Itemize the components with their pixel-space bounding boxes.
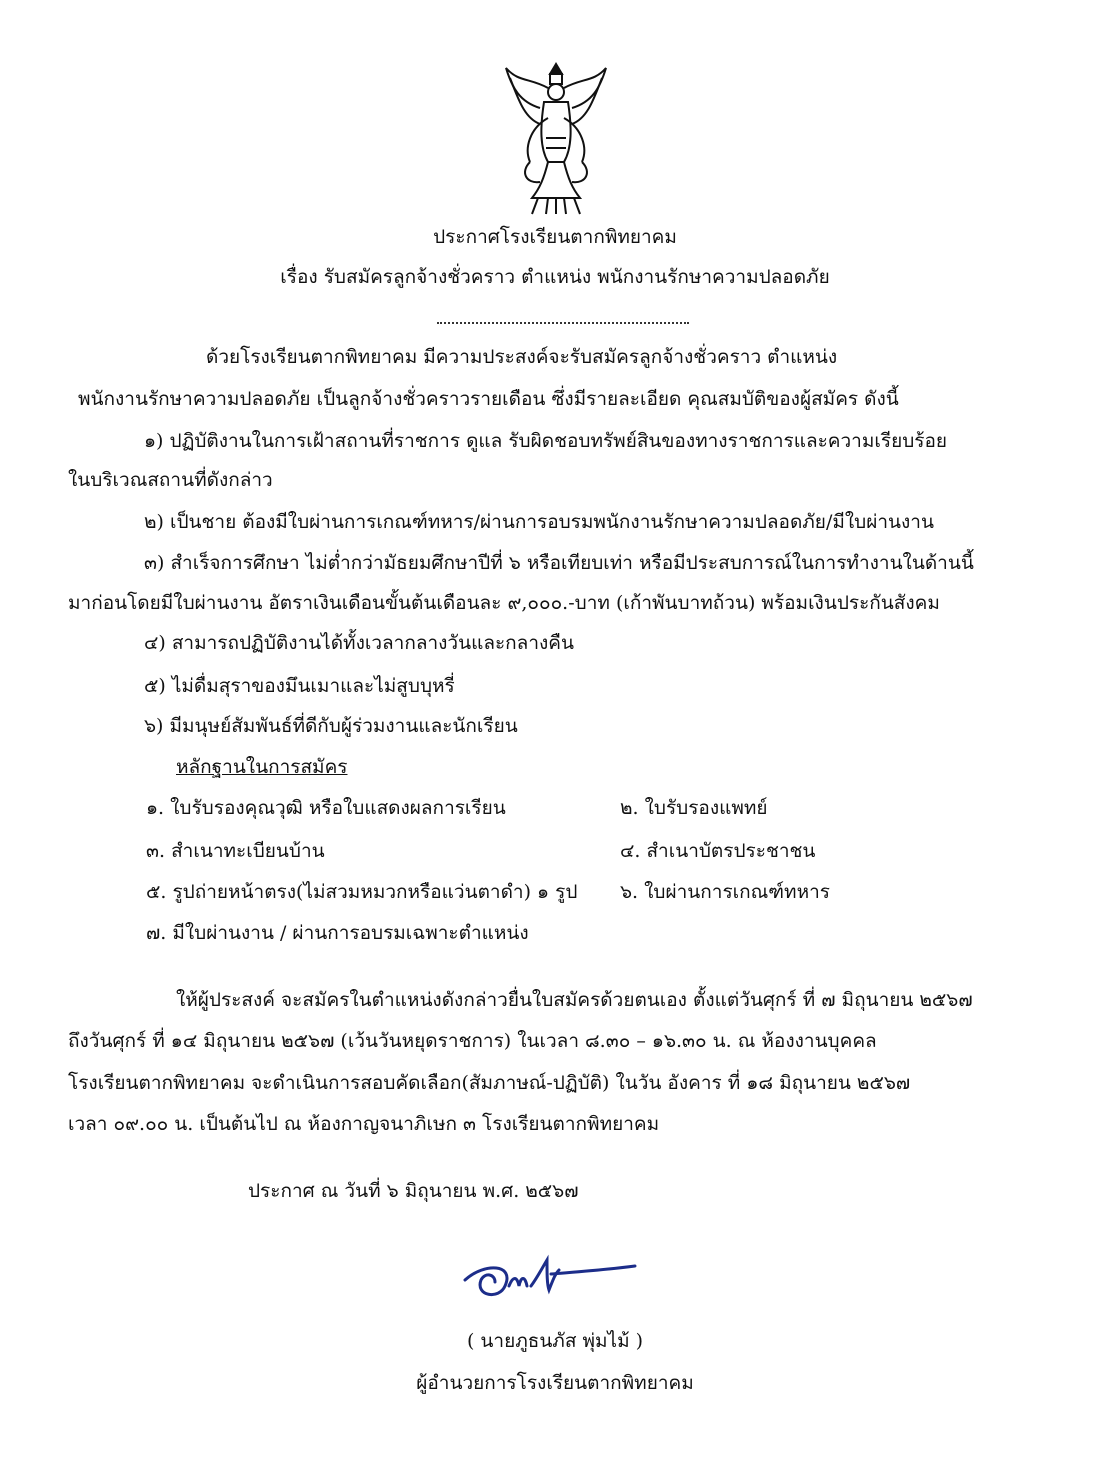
qualification-1: ๑) ปฏิบัติงานในการเฝ้าสถานที่ราชการ ดูแล รับผิดชอบทรัพย์สินของทางราชการและความเรียบร้อย bbox=[144, 430, 948, 452]
document-item-2: ๒. ใบรับรองแพทย์ bbox=[620, 797, 768, 819]
application-line-3: โรงเรียนตากพิทยาคม จะดำเนินการสอบคัดเลือก(สัมภาษณ์-ปฏิบัติ) ในวัน อังคาร ที่ ๑๘ มิถุนายน ๒๕๖๗ bbox=[68, 1072, 911, 1094]
intro-line-2: พนักงานรักษาความปลอดภัย เป็นลูกจ้างชั่วคราวรายเดือน ซึ่งมีรายละเอียด คุณสมบัติของผู้สมัคร ดังนี้ bbox=[78, 388, 899, 410]
garuda-emblem-icon bbox=[500, 58, 612, 218]
qualification-4: ๔) สามารถปฏิบัติงานได้ทั้งเวลากลางวันและกลางคืน bbox=[144, 632, 574, 654]
application-line-1: ให้ผู้ประสงค์ จะสมัครในตำแหน่งดังกล่าวยื่นใบสมัครด้วยตนเอง ตั้งแต่วันศุกร์ ที่ ๗ มิถุนายน ๒๕๖๗ bbox=[176, 989, 973, 1011]
qualification-3: ๓) สำเร็จการศึกษา ไม่ต่ำกว่ามัธยมศึกษาปีที่ ๖ หรือเทียบเท่า หรือมีประสบการณ์ในการทำงานในด้านนี้ bbox=[144, 552, 974, 574]
qualification-1-cont: ในบริเวณสถานที่ดังกล่าว bbox=[68, 469, 273, 491]
application-line-2: ถึงวันศุกร์ ที่ ๑๔ มิถุนายน ๒๕๖๗ (เว้นวันหยุดราชการ) ในเวลา ๘.๓๐ – ๑๖.๓๐ น. ณ ห้องงานบุคคล bbox=[68, 1030, 877, 1052]
document-item-4: ๔. สำเนาบัตรประชาชน bbox=[620, 840, 816, 862]
announce-date: ประกาศ ณ วันที่ ๖ มิถุนายน พ.ศ. ๒๕๖๗ bbox=[248, 1180, 579, 1202]
document-item-6: ๖. ใบผ่านการเกณฑ์ทหาร bbox=[620, 881, 830, 903]
document-item-1: ๑. ใบรับรองคุณวุฒิ หรือใบแสดงผลการเรียน bbox=[146, 797, 506, 819]
document-item-3: ๓. สำเนาทะเบียนบ้าน bbox=[146, 840, 325, 862]
signature-icon bbox=[455, 1250, 655, 1310]
documents-heading: หลักฐานในการสมัคร bbox=[176, 756, 348, 778]
qualification-6: ๖) มีมนุษย์สัมพันธ์ที่ดีกับผู้ร่วมงานและนักเรียน bbox=[144, 715, 518, 737]
document-item-7: ๗. มีใบผ่านงาน / ผ่านการอบรมเฉพาะตำแหน่ง bbox=[146, 922, 529, 944]
signatory-position: ผู้อำนวยการโรงเรียนตากพิทยาคม bbox=[416, 1372, 694, 1394]
qualification-2: ๒) เป็นชาย ต้องมีใบผ่านการเกณฑ์ทหาร/ผ่านการอบรมพนักงานรักษาความปลอดภัย/มีใบผ่านงาน bbox=[144, 511, 934, 533]
intro-line-1: ด้วยโรงเรียนตากพิทยาคม มีความประสงค์จะรับสมัครลูกจ้างชั่วคราว ตำแหน่ง bbox=[206, 346, 838, 368]
qualification-5: ๕) ไม่ดื่มสุราของมึนเมาและไม่สูบบุหรี่ bbox=[144, 675, 455, 697]
announcement-title: ประกาศโรงเรียนตากพิทยาคม bbox=[433, 226, 677, 248]
document-item-5: ๕. รูปถ่ายหน้าตรง(ไม่สวมหมวกหรือแว่นตาดำ) ๑ รูป bbox=[146, 881, 578, 903]
signatory-name: ( นายภูธนภัส พุ่มไม้ ) bbox=[466, 1330, 644, 1352]
qualification-3-cont: มาก่อนโดยมีใบผ่านงาน อัตราเงินเดือนขั้นต้นเดือนละ ๙,๐๐๐.-บาท (เก้าพันบาทถ้วน) พร้อมเงินประกันสังคม bbox=[68, 592, 940, 614]
title-divider bbox=[437, 322, 689, 324]
announcement-subject: เรื่อง รับสมัครลูกจ้างชั่วคราว ตำแหน่ง พนักงานรักษาความปลอดภัย bbox=[280, 266, 830, 288]
application-line-4: เวลา ๐๙.๐๐ น. เป็นต้นไป ณ ห้องกาญจนาภิเษก ๓ โรงเรียนตากพิทยาคม bbox=[68, 1113, 660, 1135]
